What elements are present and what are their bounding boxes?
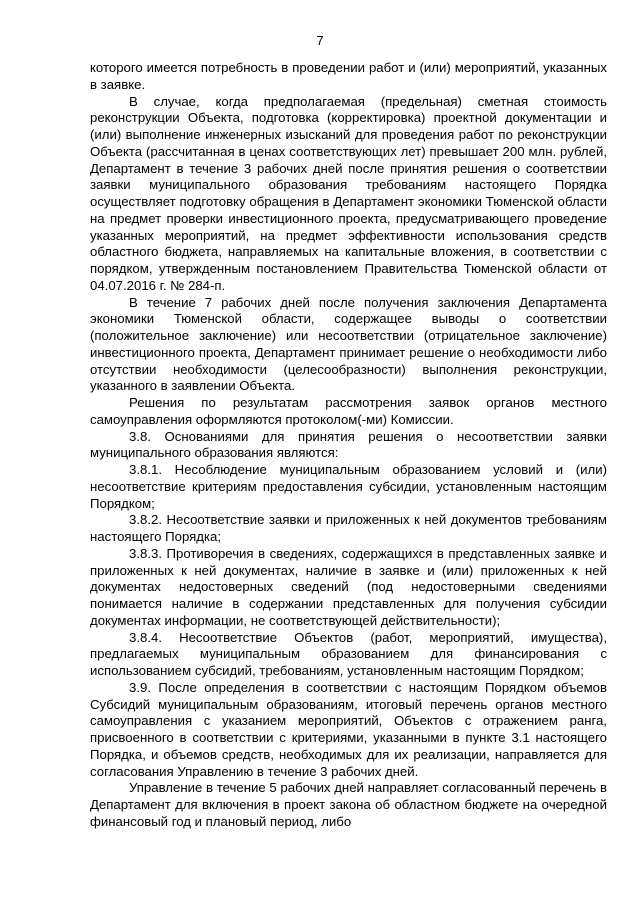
paragraph-agreed-list: Управление в течение 5 рабочих дней направляет согласованный перечень в Департамент для включения в проект закона об областном бюджете на очередной финансовый год и плановый период, либо [90,780,607,829]
clause-3-9: 3.9. После определения в соответствии с настоящим Порядком объемов Субсидий муниципальным образованиям, итоговый перечень органов местного самоуправления с указанием мероприятий, Объектов с отражением ранга, присвоенного в соответствии с критериями, указанными в пункте 3.1 настоящего Порядка, и объемов средств, необходимых для их реализации, направляется для согласования Управлению в течение 3 рабочих дней. [90,679,607,779]
paragraph-continuation: которого имеется потребность в проведении работ и (или) мероприятий, указанных в заявке. [90,60,607,92]
paragraph-commission-protocol: Решения по результатам рассмотрения заявок органов местного самоуправления оформляются протоколом(-ми) Комиссии. [90,395,607,427]
paragraph-cost-threshold: В случае, когда предполагаемая (предельная) сметная стоимость реконструкции Объекта, подготовка (корректировка) проектной документации и (или) выполнение инженерных изысканий для проведения работ по реконструкции Объекта (рассчитанная в ценах соответствующих лет) превышает 200 млн. рублей, Департамент в течение 3 рабочих дней после принятия решения о соответствии заявки муниципального образования требованиям настоящего Порядка осуществляет подготовку обращения в Департамент экономики Тюменской области на предмет проверки инвестиционного проекта, предусматривающего проведение указанных мероприятий, на предмет эффективности использования средств областного бюджета, направляемых на капитальные вложения, в соответствии с порядком, утвержденным постановлением Правительства Тюменской области от 04.07.2016 г. № 284-п. [90,93,607,293]
document-body [90,60,607,831]
clause-3-8-3: 3.8.3. Противоречия в сведениях, содержащихся в представленных заявке и приложенных к ней документах, наличие в заявке и (или) приложенных к ней документах недостоверных сведений (под недостоверными сведениями понимается наличие в содержании представленных для получения субсидии документах информации, не соответствующей действительности); [90,545,607,628]
page-number: 7 [316,33,324,48]
paragraph-economy-conclusion: В течение 7 рабочих дней после получения заключения Департамента экономики Тюменской области, содержащее выводы о соответствии (положительное заключение) или несоответствии (отрицательное заключение) инвестиционного проекта, Департамент принимает решение о необходимости либо отсутствии необходимости (целесообразности) выполнения реконструкции, указанного в заявлении Объекта. [90,294,607,394]
clause-3-8-2: 3.8.2. Несоответствие заявки и приложенных к ней документов требованиям настоящего Порядка; [90,512,607,544]
clause-3-8-4: 3.8.4. Несоответствие Объектов (работ, мероприятий, имущества), предлагаемых муниципальным образованием для финансирования с использованием субсидий, требованиям, установленным настоящим Порядком; [90,629,607,678]
clause-3-8-1: 3.8.1. Несоблюдение муниципальным образованием условий и (или) несоответствие критериям предоставления субсидии, установленным настоящим Порядком; [90,462,607,511]
clause-3-8: 3.8. Основаниями для принятия решения о несоответствии заявки муниципального образования являются: [90,428,607,461]
